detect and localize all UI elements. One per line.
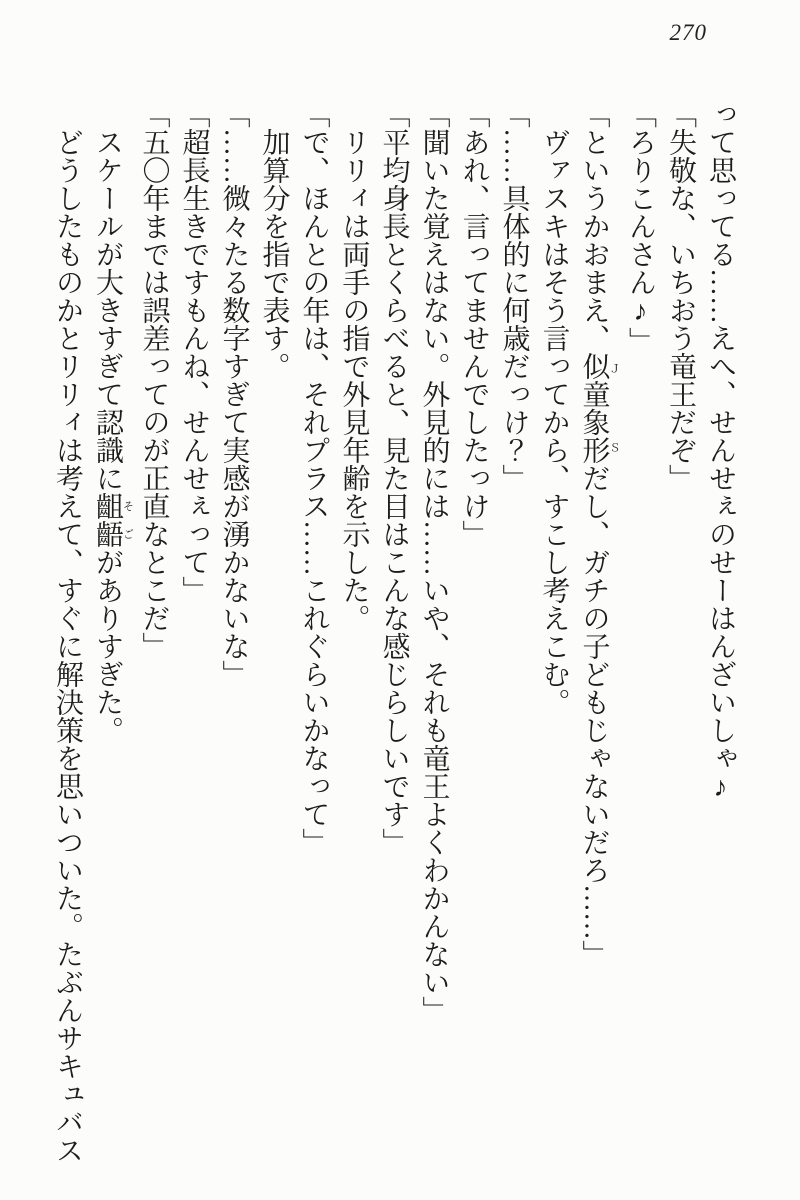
page-number: 270 — [669, 20, 707, 45]
text-run: 「ろりこんさん♪」 — [625, 100, 656, 355]
text-line — [134, 100, 174, 1192]
text-run: だし、ガチの子どもじゃないだろ……」 — [578, 464, 610, 968]
text-line — [494, 100, 534, 1192]
text-line — [574, 100, 621, 1192]
text-run: スケールが大きすぎて認識に — [92, 128, 123, 492]
text-line — [334, 100, 374, 1192]
text-line — [214, 100, 254, 1192]
text-line — [660, 100, 700, 1192]
text-run: 「失敬な、いちおう竜王だぞ」 — [665, 100, 696, 492]
text-run: リリィは両手の指で外見年齢を示した。 — [338, 128, 370, 632]
text-run: 「……具体的に何歳だっけ？」 — [498, 100, 530, 492]
ruby-annotated-word: 齟齬そご — [92, 492, 134, 548]
text-run: ヴァスキはそう言ってから、すこし考えこむ。 — [538, 128, 570, 716]
text-line — [620, 100, 660, 1192]
text-line — [414, 100, 454, 1192]
text-line — [87, 100, 134, 1192]
text-line — [174, 100, 214, 1192]
ruby-annotated-word: 似童象形ＪＳ — [578, 352, 620, 464]
text-run: 「超長生きですもんね、せんせぇって」 — [178, 100, 210, 604]
text-run: 「聞いた覚えはない。外見的には……いや、それも竜王よくわかんない」 — [418, 100, 450, 1024]
text-run: 「というかおまえ、 — [578, 100, 610, 352]
text-line — [47, 100, 87, 1192]
text-line — [534, 100, 574, 1192]
text-run: がありすぎた。 — [92, 548, 123, 744]
text-run: 「あれ、言ってませんでしたっけ」 — [458, 100, 490, 548]
text-line — [294, 100, 334, 1192]
text-run: って思ってる……えへ、せんせぇのせーはんざいしゃ♪ — [705, 100, 736, 803]
text-line — [254, 100, 294, 1192]
text-body — [47, 100, 740, 1192]
text-line — [374, 100, 414, 1192]
text-run: 「で、ほんとの年は、それプラス……これぐらいかなって」 — [298, 100, 330, 856]
text-run: 「平均身長とくらべると、見た目はこんな感じらしいです」 — [378, 100, 410, 856]
text-line — [454, 100, 494, 1192]
text-run: 「五〇年までは誤差ってのが正直なとこだ」 — [138, 100, 170, 660]
text-run: どうしたものかとリリィは考えて、すぐに解決策を思いついた。たぶんサキュバス — [52, 128, 83, 1164]
text-run: 加算分を指で表す。 — [258, 128, 290, 380]
text-line — [700, 100, 740, 1192]
text-run: 「……微々たる数字すぎて実感が湧かないな」 — [218, 100, 250, 688]
